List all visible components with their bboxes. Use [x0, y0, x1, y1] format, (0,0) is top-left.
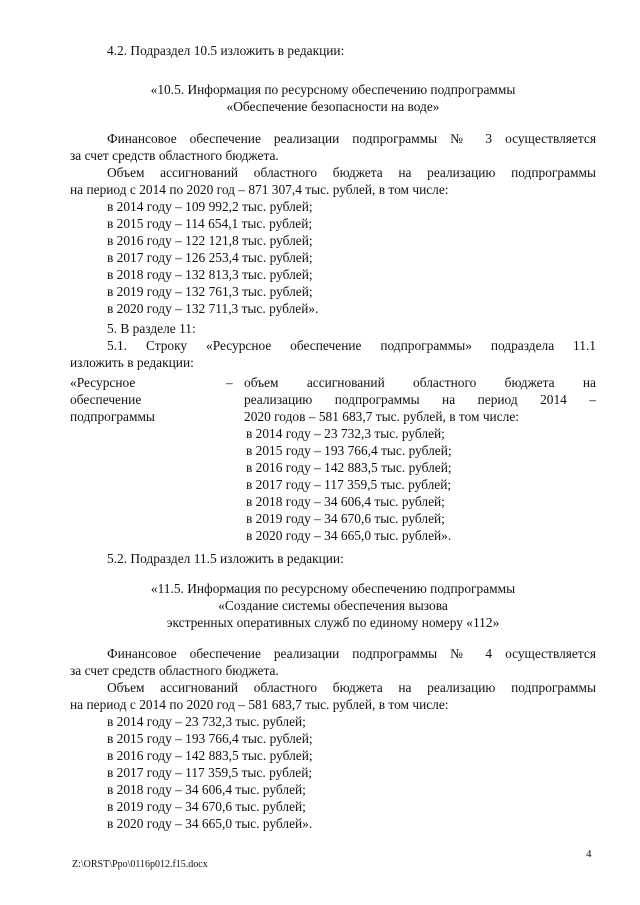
section-heading: 5. В разделе 11: [107, 321, 196, 336]
paragraph-line: Финансовое обеспечение реализации подпрограммы № 4 осуществляется [107, 646, 596, 661]
year-line: в 2015 году – 193 766,4 тыс. рублей; [246, 443, 452, 458]
year-line: в 2015 году – 193 766,4 тыс. рублей; [107, 731, 313, 746]
subsection-title: «10.5. Информация по ресурсному обеспечению подпрограммы [150, 82, 516, 97]
year-line: в 2014 году – 109 992,2 тыс. рублей; [107, 199, 313, 214]
subsection-title: «Обеспечение безопасности на воде» [226, 99, 440, 114]
table-left-cell: обеспечение [70, 392, 142, 407]
year-line: в 2019 году – 132 761,3 тыс. рублей; [107, 284, 313, 299]
table-right-cell: 2020 годов – 581 683,7 тыс. рублей, в том числе: [244, 409, 520, 424]
year-line: в 2019 году – 34 670,6 тыс. рублей; [246, 511, 445, 526]
subsection-title: «11.5. Информация по ресурсному обеспечению подпрограммы [150, 581, 516, 596]
paragraph-line: Объем ассигнований областного бюджета на реализацию подпрограммы [107, 680, 596, 695]
table-right-cell: реализацию подпрограммы на период 2014 – [244, 392, 596, 407]
footer-file-path: Z:\ORST\Ppo\0116p012.f15.docx [72, 859, 208, 870]
year-line: в 2017 году – 126 253,4 тыс. рублей; [107, 250, 313, 265]
year-line: в 2020 году – 34 665,0 тыс. рублей». [107, 816, 313, 831]
subsection-title: «Создание системы обеспечения вызова [218, 598, 448, 613]
year-line: в 2017 году – 117 359,5 тыс. рублей; [246, 477, 452, 492]
paragraph-line: Объем ассигнований областного бюджета на реализацию подпрограммы [107, 165, 596, 180]
year-line: в 2018 году – 34 606,4 тыс. рублей; [246, 494, 445, 509]
year-line: в 2018 году – 132 813,3 тыс. рублей; [107, 267, 313, 282]
table-left-cell: «Ресурсное [70, 375, 136, 390]
paragraph-line: на период с 2014 по 2020 год – 581 683,7 тыс. рублей, в том числе: [70, 697, 449, 712]
table-dash: – [226, 375, 233, 390]
paragraph-line: Финансовое обеспечение реализации подпрограммы № 3 осуществляется [107, 131, 596, 146]
paragraph-line: на период с 2014 по 2020 год – 871 307,4 тыс. рублей, в том числе: [70, 182, 449, 197]
year-line: в 2016 году – 142 883,5 тыс. рублей; [246, 460, 452, 475]
paragraph-line: изложить в редакции: [70, 355, 194, 370]
paragraph-line: 5.1. Строку «Ресурсное обеспечение подпрограммы» подраздела 11.1 [107, 338, 596, 353]
year-line: в 2014 году – 23 732,3 тыс. рублей; [107, 714, 306, 729]
year-line: в 2015 году – 114 654,1 тыс. рублей; [107, 216, 313, 231]
section-heading: 5.2. Подраздел 11.5 изложить в редакции: [107, 551, 344, 566]
year-line: в 2016 году – 122 121,8 тыс. рублей; [107, 233, 313, 248]
year-line: в 2014 году – 23 732,3 тыс. рублей; [246, 426, 445, 441]
year-line: в 2016 году – 142 883,5 тыс. рублей; [107, 748, 313, 763]
table-left-cell: подпрограммы [70, 409, 155, 424]
section-heading: 4.2. Подраздел 10.5 изложить в редакции: [107, 43, 345, 58]
subsection-title: экстренных оперативных служб по единому номеру «112» [166, 615, 500, 630]
year-line: в 2017 году – 117 359,5 тыс. рублей; [107, 765, 313, 780]
year-line: в 2018 году – 34 606,4 тыс. рублей; [107, 782, 306, 797]
page-number: 4 [586, 848, 592, 860]
year-line: в 2019 году – 34 670,6 тыс. рублей; [107, 799, 306, 814]
year-line: в 2020 году – 34 665,0 тыс. рублей». [246, 528, 452, 543]
paragraph-line: за счет средств областного бюджета. [70, 148, 279, 163]
year-line: в 2020 году – 132 711,3 тыс. рублей». [107, 301, 319, 316]
table-right-cell: объем ассигнований областного бюджета на [244, 375, 596, 390]
paragraph-line: за счет средств областного бюджета. [70, 663, 279, 678]
